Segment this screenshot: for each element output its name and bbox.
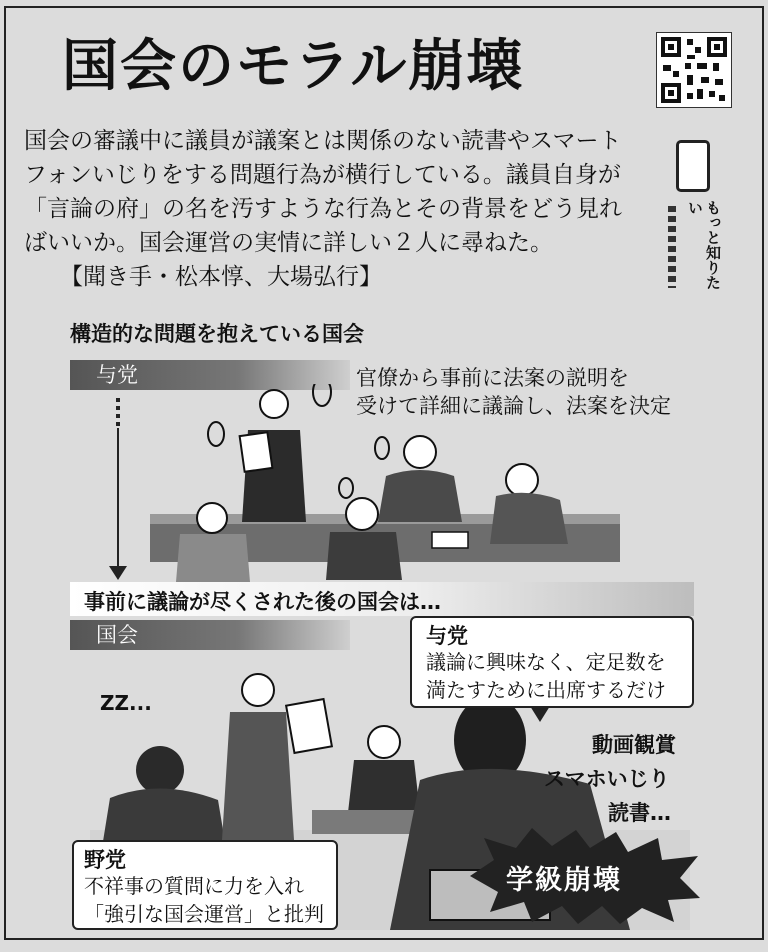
ruling-bubble-tail [530,706,550,722]
behavior-item: 動画観賞 [592,733,676,757]
behavior-item: 読書… [608,801,671,825]
lead-body: 国会の審議中に議員が議案とは関係のない読書やスマートフォンいじりをする問題行為が横行している。議員自身が「言論の府」の名を汚すような行為とその背景をどう見ればいいか。国会運営の実情に詳しい２人に尋ねた。 [24,128,622,256]
lead-paragraph [24,124,634,294]
ruling-bubble-line-2: 満たすために出席するだけ [426,678,666,702]
opposition-bubble [72,840,338,930]
speaker-figure [208,384,331,522]
more-info-badge[interactable] [668,140,722,290]
opposition-bubble-heading: 野党 [84,848,126,872]
flow-arrow-head [109,566,127,580]
sleep-marks: ZZ... [100,691,152,715]
ruling-party-bubble [410,616,694,708]
byline: 【聞き手・松本惇、大場弘行】 [60,264,382,290]
ruling-bubble-line-1: 議論に興味なく、定足数を [426,650,666,674]
description-line-1: 官僚から事前に法案の説明を [356,366,629,390]
article-title: 国会のモラル崩壊 [62,34,525,99]
ruling-bubble-heading: 与党 [426,624,468,648]
section-heading: 構造的な問題を抱えている国会 [70,322,364,346]
burst-label: 学級崩壊 [506,865,622,896]
behavior-item: スマホいじり [544,767,670,791]
transition-text: 事前に議論が尽くされた後の国会は… [84,590,441,614]
diet-band: 国会 [70,620,350,650]
description-line-2: 受けて詳細に議論し、法案を決定 [356,394,671,418]
flow-arrow-line [117,428,119,568]
opposition-bubble-line-1: 不祥事の質問に力を入れ [84,874,304,898]
dotted-rule [668,206,676,288]
ruling-party-band: 与党 [70,360,350,390]
opposition-bubble-line-2: 「強引な国会運営」と批判 [84,902,324,926]
meeting-illustration [150,384,620,584]
flow-dots [116,398,120,428]
behavior-list [544,728,688,830]
more-info-label: もっと知りたい [686,200,722,290]
smartphone-hand-icon [676,140,710,192]
qr-code[interactable] [656,32,732,108]
